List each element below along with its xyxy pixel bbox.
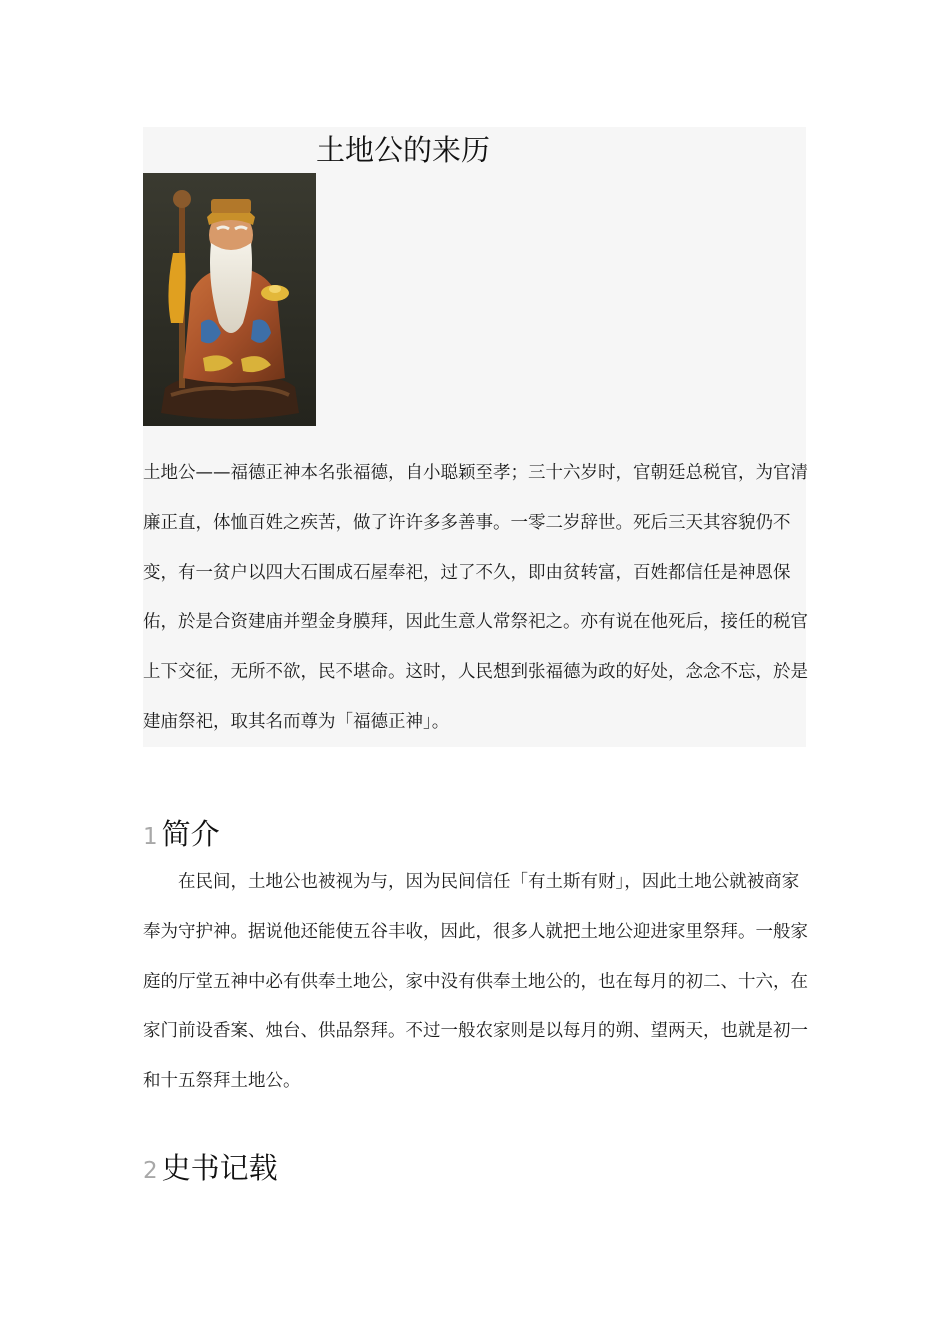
section-heading-intro (143, 814, 220, 857)
section-title: 史书记载 (161, 1151, 278, 1185)
section-heading-history (143, 1148, 278, 1191)
section-title: 简介 (161, 817, 220, 851)
section-number: 1 (143, 824, 158, 850)
intro-paragraph (143, 449, 808, 748)
tudigong-statue-image (143, 173, 316, 426)
section-intro-paragraph: 在民间，土地公也被视为与，因为民间信任「有土斯有财」，因此土地公就被商家奉为守护神。据说他还能使五谷丰收，因此，很多人就把土地公迎进家里祭拜。一般家庭的厅堂五神中必有供奉土地公，家中没有供奉土地公的，也在每月的初二、十六，在家门前设香案、烛台、供品祭拜。不过一般农家则是以每月的朔、望两天，也就是初一和十五祭拜土地公。 (143, 872, 808, 1092)
page-title: 土地公的来历 (316, 133, 491, 167)
intro-paragraph-text: 土地公——福德正神本名张福德，自小聪颖至孝；三十六岁时，官朝廷总税官，为官清廉正直，体恤百姓之疾苦，做了许许多多善事。一零二岁辞世。死后三天其容貌仍不变，有一贫户以四大石围成石屋奉祀，过了不久，即由贫转富，百姓都信任是神恩保佑，於是合资建庙并塑金身膜拜，因此生意人常祭祀之。亦有说在他死后，接任的税官上下交征，无所不欲，民不堪命。这时，人民想到张福德为政的好处，念念不忘，於是建庙祭祀，取其名而尊为「福德正神」。 (143, 463, 808, 732)
section-number: 2 (143, 1158, 158, 1184)
section-intro-body (143, 858, 808, 1107)
